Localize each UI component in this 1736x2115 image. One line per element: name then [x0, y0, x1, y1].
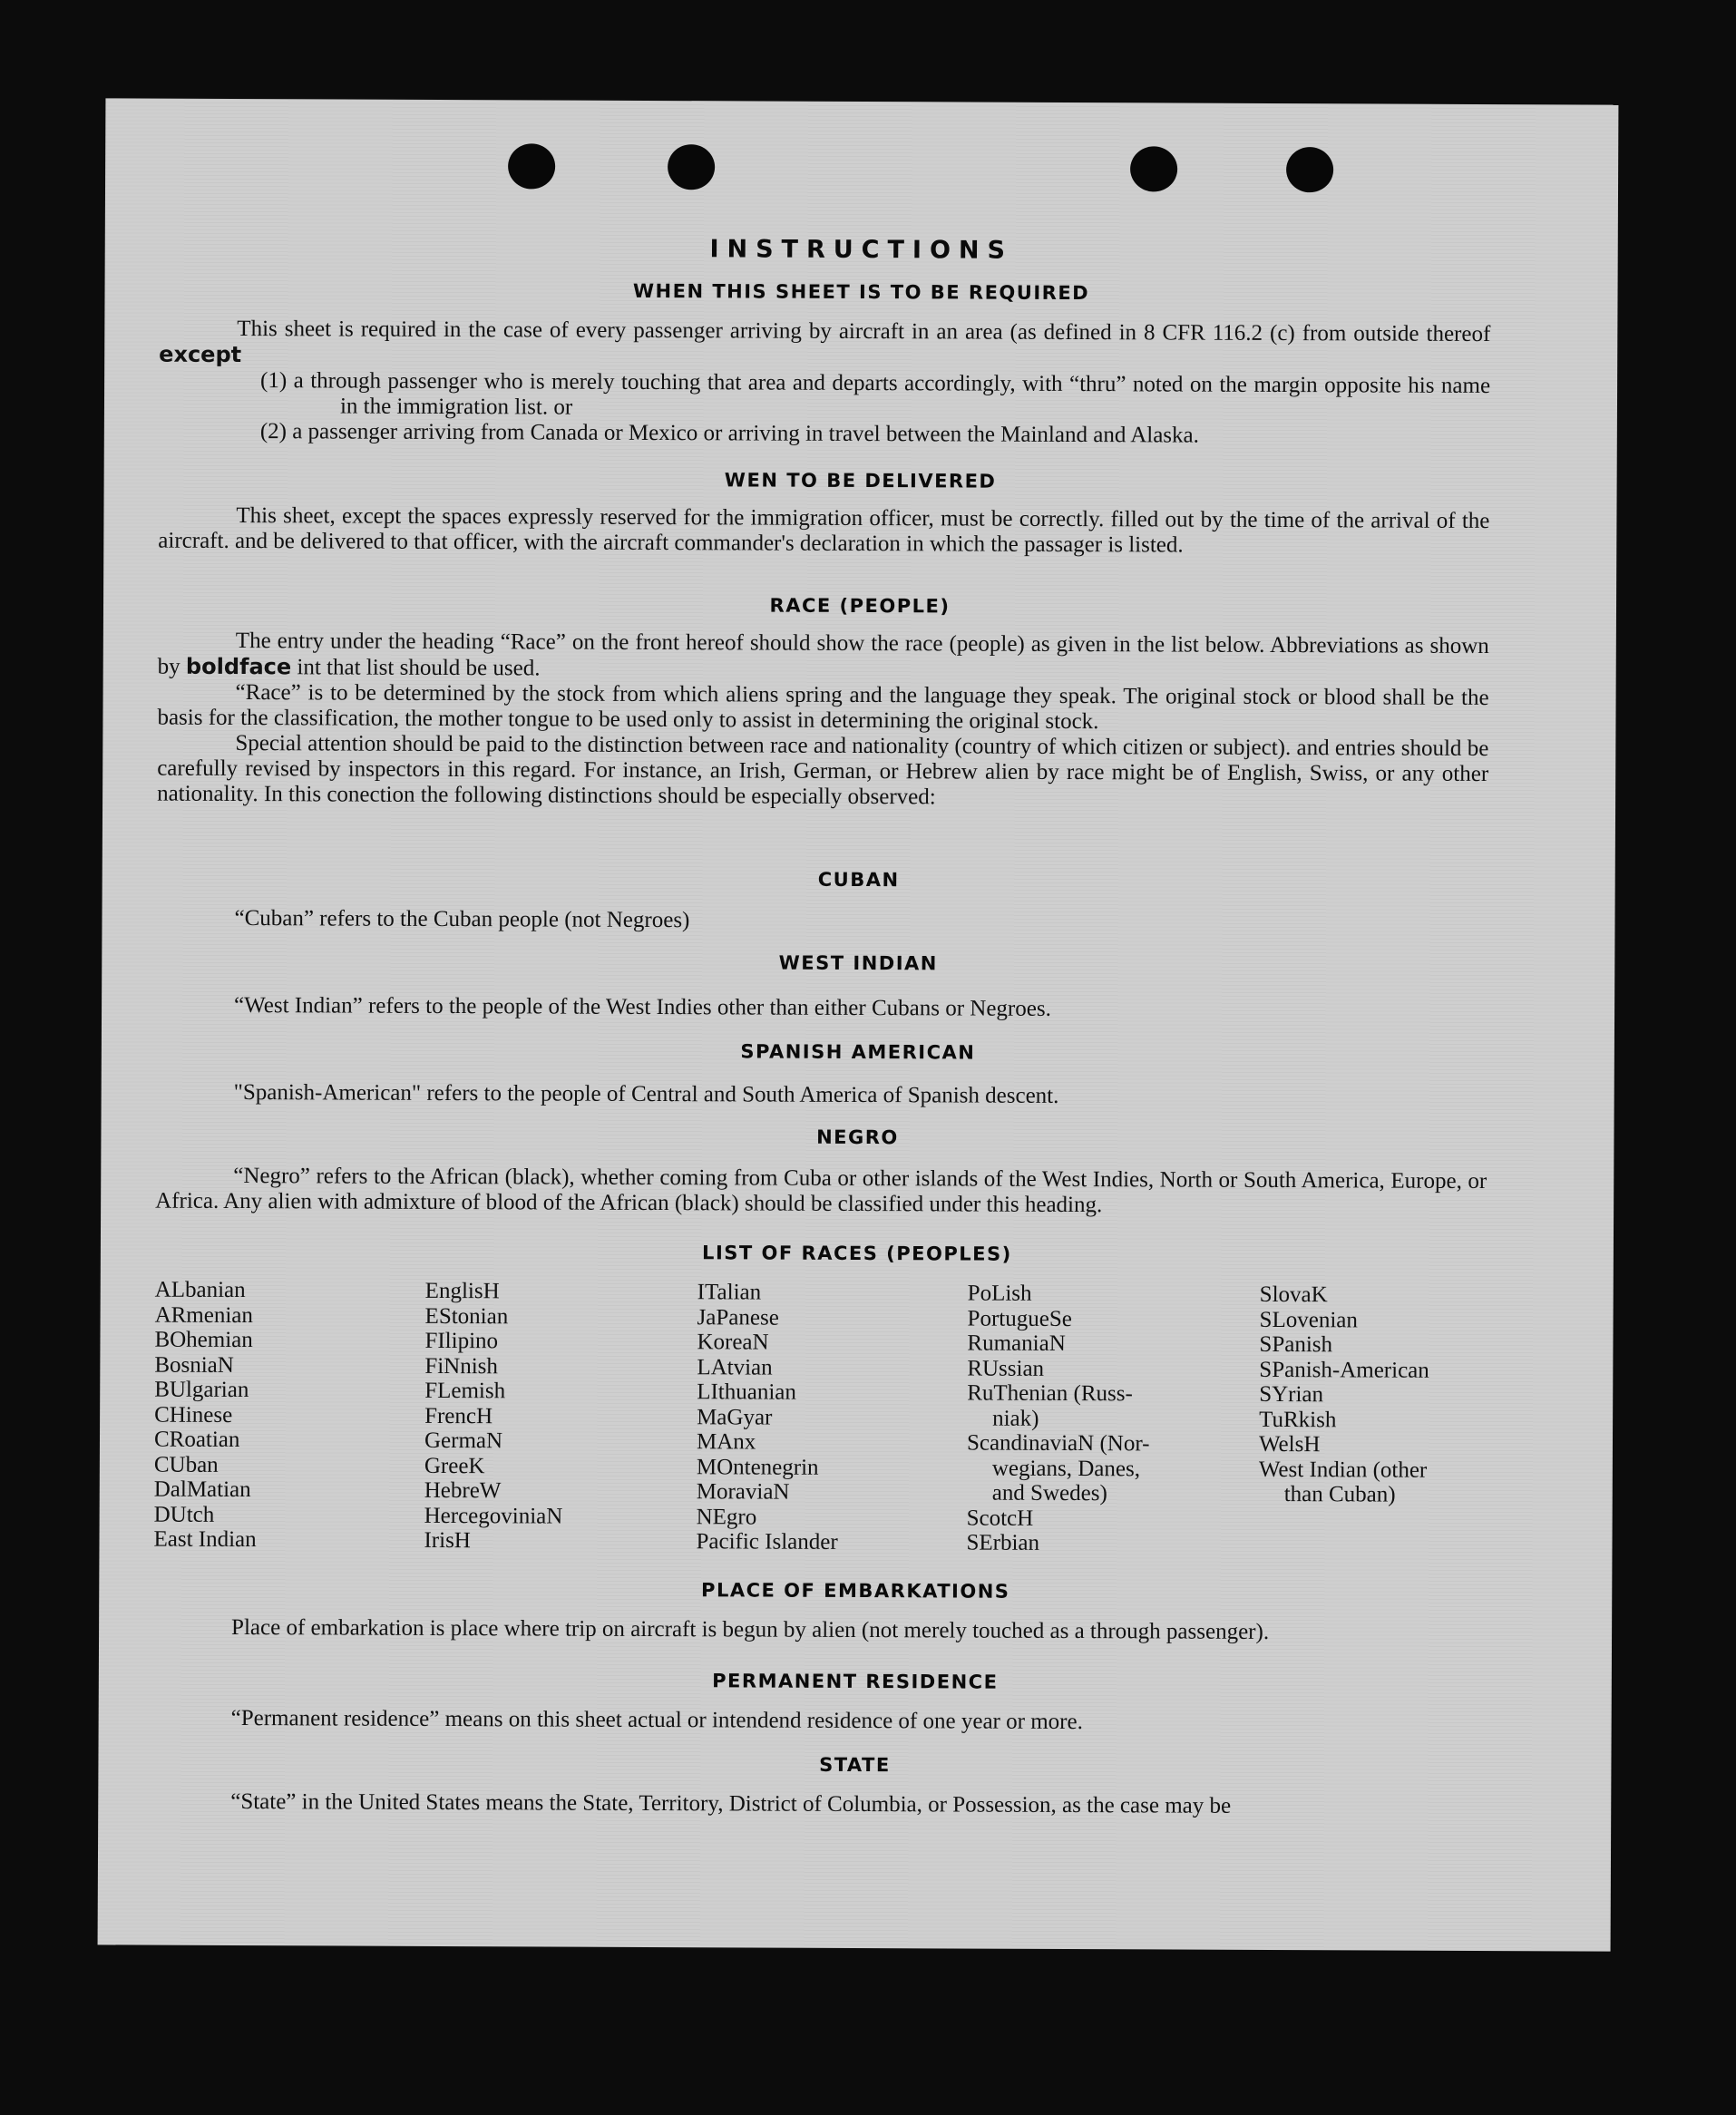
race-entry: PoLish [967, 1281, 1032, 1306]
race-entry: and Swedes) [991, 1480, 1107, 1506]
delivered-block [158, 503, 1489, 560]
heading-residence: PERMANENT RESIDENCE [712, 1670, 999, 1693]
races-column-4 [966, 1282, 1150, 1556]
punch-hole [1286, 147, 1333, 192]
race-entry: SPanish [1259, 1331, 1333, 1358]
race-entry: WelsH [1258, 1431, 1321, 1457]
state-text: “State” in the United States means the State, Territory, District of Columbia, or Possession, as the case may be [230, 1788, 1232, 1818]
heading-spanish-american: SPANISH AMERICAN [740, 1040, 976, 1064]
race-paragraph-1 [158, 629, 1489, 686]
residence-text: “Permanent residence” means on this sheet actual or intendend residence of one year or more. [230, 1705, 1083, 1735]
heading-west-indian: WEST INDIAN [778, 951, 938, 975]
required-item-1: (1) a through passenger who is merely touching that area and departs accordingly, with “thru” noted on the margin opposite his name in the immigration list. or [260, 368, 1491, 420]
race-entry: SYrian [1259, 1381, 1324, 1408]
race-entry: EStonian [424, 1303, 509, 1329]
required-intro-text: This sheet is required in the case of every passenger arriving by aircraft in an area (as defined in 8 CFR 116.2 (c) from outside thereof [237, 317, 1491, 347]
cuban-text: “Cuban” refers to the Cuban people (not Negroes) [234, 905, 690, 933]
required-except: except [159, 341, 242, 368]
race-entry: BUlgarian [154, 1377, 249, 1403]
race-paragraph-3: Special attention should be paid to the distinction between race and nationality (country of which citizen or subject). and entries should be carefully revised by inspectors in this regard. For instance, an Irish, German, or Hebrew alien by race might be of English, Swiss, or any other nationality. In this conection the following distinctions should be especially observed: [157, 731, 1489, 810]
residence-block [153, 1706, 1485, 1737]
race-entry: West Indian (other [1258, 1457, 1428, 1483]
heading-state: STATE [819, 1753, 891, 1777]
race-entry: JaPanese [697, 1304, 779, 1330]
races-column-2 [424, 1279, 563, 1554]
race-entry: SErbian [966, 1530, 1040, 1555]
west-indian-text: “West Indian” refers to the people of the West Indies other than either Cubans or Negroes. [234, 992, 1051, 1021]
races-column-5 [1259, 1282, 1430, 1507]
race-entry: SlovaK [1259, 1282, 1328, 1308]
cuban-block [156, 906, 1487, 937]
heading-delivered: WEN TO BE DELIVERED [724, 469, 997, 492]
negro-text: “Negro” refers to the African (black), whether coming from Cuba or other islands of the West Indies, North or South America, Europe, or Africa. Any alien with admixture of blood of the African (black) should be classified under this heading. [155, 1163, 1487, 1218]
race-entry: SPanish-American [1259, 1357, 1429, 1383]
required-block [159, 317, 1491, 450]
race-entry: ScotcH [966, 1506, 1034, 1531]
race-entry: NEgro [696, 1504, 757, 1530]
race-entry: BosniaN [154, 1352, 234, 1378]
race-entry: ALbanian [154, 1277, 246, 1303]
race-entry: LAtvian [697, 1354, 773, 1380]
race-entry: ScandinaviaN (Nor- [966, 1430, 1150, 1457]
race-entry: MoraviaN [696, 1479, 790, 1505]
instruction-sheet [98, 98, 1619, 1951]
spanish-american-text: "Spanish-American" refers to the people of Central and South America of Spanish descent. [233, 1079, 1059, 1108]
required-item-2: (2) a passenger arriving from Canada or Mexico or arriving in travel between the Mainland and Alaska. [259, 419, 1199, 448]
race-block [157, 629, 1489, 813]
page-title: INSTRUCTIONS [709, 235, 1014, 265]
race-entry: Pacific Islander [696, 1529, 838, 1555]
punch-hole [508, 143, 555, 189]
race-entry: TuRkish [1259, 1407, 1337, 1432]
race-p1-bold: boldface [185, 653, 292, 680]
punch-hole [668, 144, 715, 190]
west-indian-block [156, 993, 1487, 1024]
race-paragraph-2: “Race” is to be determined by the stock from which aliens spring and the language they speak. The original stock or blood shall be the basis for the classification, the mother tongue to be used only to assist in determining the original stock. [157, 680, 1489, 735]
race-entry: FIlipino [424, 1328, 499, 1354]
races-column-3 [696, 1280, 839, 1555]
races-column-1 [153, 1278, 257, 1553]
race-entry: RuThenian (Russ- [967, 1380, 1133, 1407]
race-entry: GermaN [424, 1428, 503, 1454]
heading-cuban: CUBAN [817, 868, 900, 892]
race-entry: SLovenian [1259, 1307, 1358, 1332]
embarkation-text: Place of embarkation is place where trip on aircraft is begun by alien (not merely touched as a through passenger). [231, 1614, 1270, 1644]
race-entry: CRoatian [153, 1427, 240, 1453]
race-entry: MAnx [696, 1429, 756, 1455]
heading-list-of-races: LIST OF RACES (PEOPLES) [702, 1242, 1012, 1265]
race-entry: IrisH [424, 1527, 471, 1554]
race-entry: KoreaN [697, 1330, 769, 1355]
race-entry: PortugueSe [967, 1306, 1072, 1331]
race-entry: niak) [992, 1406, 1039, 1431]
heading-race: RACE (PEOPLE) [769, 594, 951, 618]
race-entry: MaGyar [697, 1404, 773, 1430]
race-entry: MOntenegrin [696, 1454, 819, 1480]
race-entry: CUban [153, 1452, 219, 1477]
race-entry: RumaniaN [967, 1330, 1066, 1357]
race-entry: EnglisH [424, 1278, 500, 1304]
race-entry: than Cuban) [1283, 1482, 1396, 1507]
spanish-american-block [156, 1080, 1487, 1111]
race-entry: DUtch [153, 1502, 215, 1527]
race-p1-end: int that list should be used. [297, 655, 541, 681]
race-entry: ARmenian [154, 1302, 253, 1328]
race-entry: FiNnish [424, 1353, 499, 1379]
race-entry: RUssian [967, 1356, 1045, 1381]
required-intro [159, 317, 1490, 374]
negro-block [155, 1164, 1487, 1220]
state-block [152, 1789, 1484, 1820]
race-entry: ITalian [697, 1280, 762, 1305]
heading-embarkation: PLACE OF EMBARKATIONS [701, 1579, 1010, 1603]
race-entry: HebreW [424, 1477, 502, 1504]
punch-hole [1130, 146, 1177, 191]
race-entry: HercegoviniaN [424, 1503, 563, 1529]
race-entry: DalMatian [153, 1477, 251, 1503]
embarkation-block [153, 1615, 1485, 1646]
race-entry: FrencH [424, 1403, 493, 1428]
race-entry: CHinese [154, 1402, 233, 1428]
race-entry: BOhemian [154, 1327, 253, 1353]
delivered-text: This sheet, except the spaces expressly reserved for the immigration officer, must be correctly. filled out by the time of the arrival of the aircraft. and be delivered to that officer, with the aircraft commander's declaration in which the passager is listed. [158, 503, 1490, 558]
race-entry: GreeK [424, 1453, 485, 1478]
race-entry: wegians, Danes, [991, 1456, 1141, 1481]
race-entry: East Indian [153, 1526, 257, 1553]
race-entry: FLemish [424, 1378, 506, 1404]
heading-negro: NEGRO [816, 1126, 899, 1149]
heading-required: WHEN THIS SHEET IS TO BE REQUIRED [632, 279, 1090, 305]
race-entry: LIthuanian [697, 1379, 796, 1405]
race-p1-start: The entry under the heading “Race” on the front hereof should show the race (people) as given in the list below. Abbreviations as shown by [157, 629, 1489, 679]
